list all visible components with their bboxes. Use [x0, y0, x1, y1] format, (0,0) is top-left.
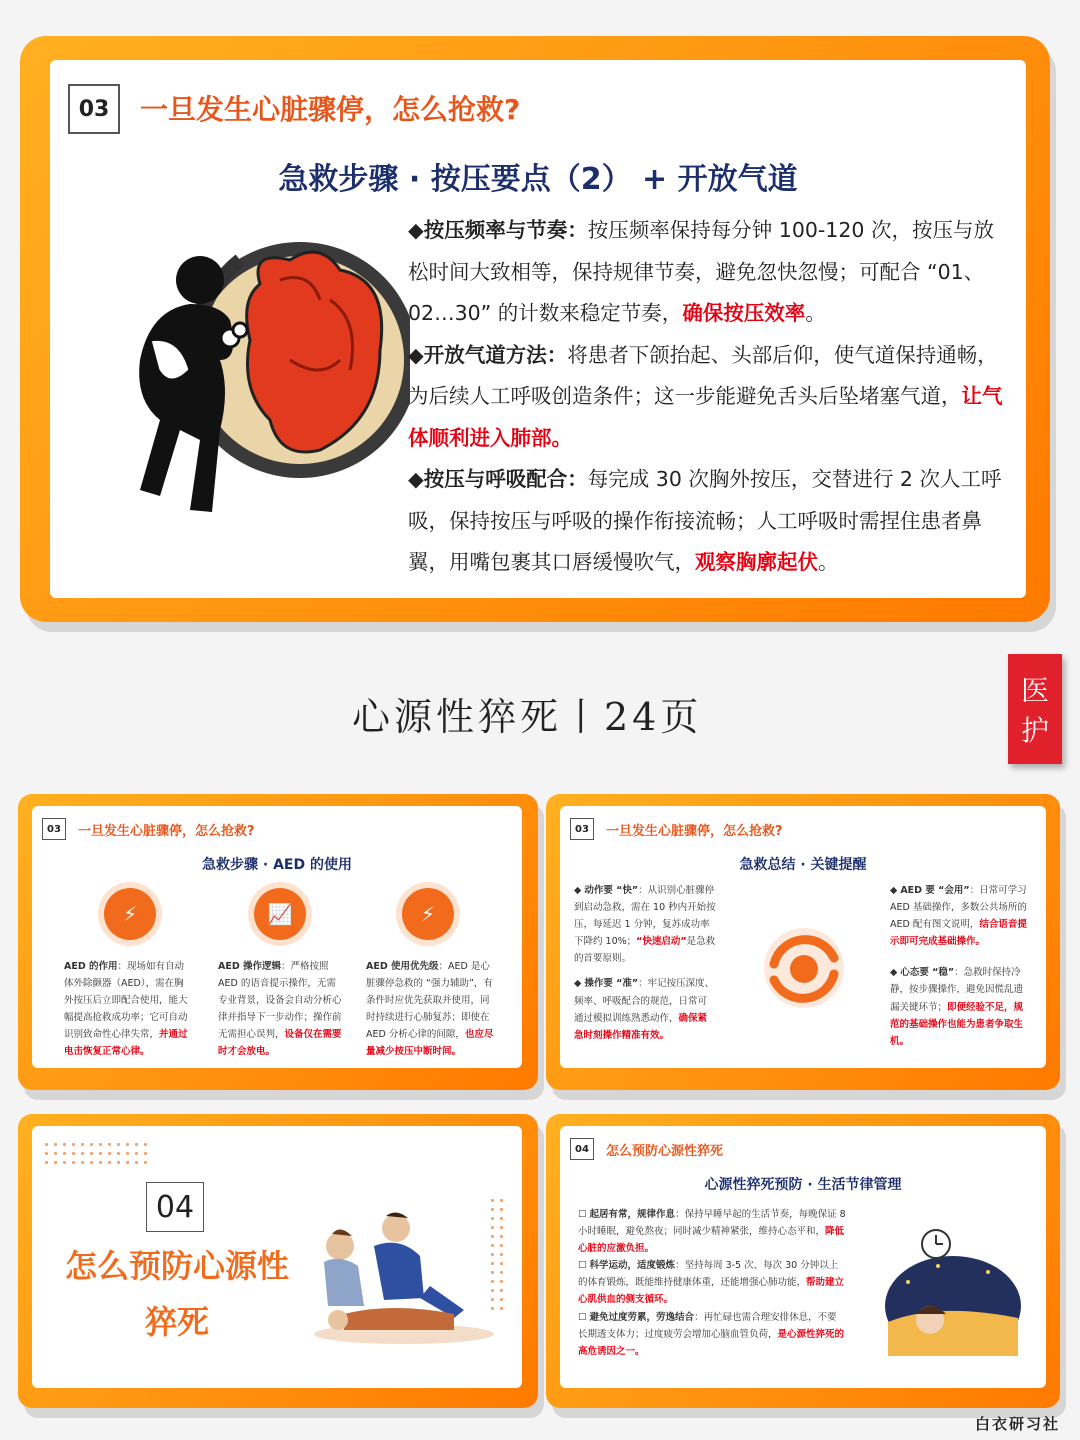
slide-title: 怎么预防心源性猝死	[606, 1144, 724, 1159]
slide-summary	[546, 794, 1060, 1090]
dot-pattern	[42, 1140, 152, 1166]
slide-subtitle: 心源性猝死预防 · 生活节律管理	[704, 1177, 902, 1193]
slide-subtitle: 急救步骤 · AED 的使用	[202, 857, 352, 873]
bullet-list	[408, 210, 1008, 584]
slide-subtitle: 急救步骤 · 按压要点（2） + 开放气道	[278, 162, 798, 197]
watermark: 白衣研习社	[974, 1415, 1060, 1433]
aed-device-icon: ⚡	[402, 888, 454, 940]
checkbox-icon: ☐	[578, 1260, 590, 1272]
slide-number: 03	[42, 818, 66, 840]
slide-number: 03	[570, 818, 594, 840]
summary-left	[574, 882, 716, 1044]
prevent-item: ☐ 起居有常，规律作息：保持早睡早起的生活节奏，每晚保证 8 小时睡眠，避免熬夜；同时减少精神紧张，维持心态平和，降低心脏的应激负担。	[578, 1209, 846, 1255]
slide-title: 一旦发生心脏骤停，怎么抢救?	[140, 93, 521, 126]
sync-icon	[754, 918, 854, 1018]
slide-prevent	[546, 1114, 1060, 1408]
aed-icon: ⚡	[104, 888, 156, 940]
aed-col-2: AED 操作逻辑：严格按照 AED 的语音提示操作，无需专业背景，设备会自动分析心律并指导下一步动作；操作前无需担心误判，设备仅在需要时才会放电。	[218, 961, 342, 1058]
aed-col-3: AED 使用优先级：AED 是心脏骤停急救的 “强力辅助”，有条件时应优先获取并使用，同时持续进行心肺复苏；即使在 AED 分析心律的间隙，也应尽量减少按压中断时间。	[366, 961, 494, 1058]
slide-cover	[18, 1114, 538, 1408]
summary-right	[890, 882, 1032, 1050]
slide-aed	[18, 794, 538, 1090]
summary-item: ◆ 操作要 “准”：牢记按压深度、频率、呼吸配合的规范，日常可通过模拟训练熟悉动作，确保紧急时刻操作精准有效。	[574, 978, 715, 1041]
checkbox-icon: ☐	[578, 1209, 590, 1220]
prevent-item: ☐ 避免过度劳累，劳逸结合：再忙碌也需合理安排休息，不要长期透支体力；过度疲劳会增加心脑血管负荷，是心源性猝死的高危诱因之一。	[578, 1311, 845, 1357]
banner-title: 心源性猝死丨24页	[352, 695, 703, 739]
bullet-item: ◆按压与呼吸配合：每完成 30 次胸外按压，交替进行 2 次人工呼吸，保持按压与呼吸的操作衔接流畅；人工呼吸时需捏住患者鼻翼，用嘴包裹其口唇缓慢吹气，观察胸廓起伏。	[408, 467, 1002, 574]
slide-title: 一旦发生心脏骤停，怎么抢救?	[606, 824, 783, 839]
bullet-diamond-icon: ◆	[408, 218, 424, 242]
chart-icon: 📈	[254, 888, 306, 940]
cover-title: 怎么预防心源性 猝死	[64, 1247, 289, 1341]
aed-col-1: AED 的作用：现场如有自动体外除颤器（AED），需在胸外按压后立即配合使用，能大幅提高抢救成功率；它可自动识别致命性心律失常，并通过电击恢复正常心律。	[64, 961, 188, 1058]
checkbox-icon: ☐	[578, 1311, 590, 1323]
category-tag: 医 护	[1008, 654, 1062, 764]
summary-item: ◆ 动作要 “快”：从识别心脏骤停到启动急救，需在 10 秒内开始按压，每延迟 1 分钟，复苏成功率下降约 10%；“快速启动”是急救的首要原则。	[574, 885, 716, 965]
summary-item: ◆ AED 要 “会用”：日常可学习 AED 基础操作，多数公共场所的 AED 配有图文说明，结合语音提示即可完成基础操作。	[890, 885, 1027, 948]
slide-number: 03	[68, 84, 120, 134]
bullet-item: ◆开放气道方法：将患者下颌抬起、头部后仰，使气道保持通畅，为后续人工呼吸创造条件；这一步能避免舌头后坠堵塞气道，让气体顺利进入肺部。	[408, 342, 1003, 450]
slide-subtitle: 急救总结 · 关键提醒	[739, 857, 867, 873]
cpr-illustration	[304, 1206, 494, 1356]
summary-item: ◆ 心态要 “稳”：急救时保持冷静，按步骤操作，避免因慌乱遗漏关键环节；即便经验不足，规范的基础操作也能为患者争取生机。	[890, 967, 1024, 1047]
bullet-diamond-icon: ◆	[408, 342, 424, 367]
slide-number: 04	[146, 1182, 204, 1232]
bullet-diamond-icon: ◆	[408, 467, 424, 491]
sleeping-illustration	[878, 1222, 1028, 1362]
slide-number: 04	[570, 1138, 594, 1160]
prevent-item: ☐ 科学运动，适度锻炼：坚持每周 3-5 次、每次 30 分钟以上的体育锻炼，既能维持健康体重，还能增强心肺功能，帮助建立心肌供血的侧支循环。	[578, 1260, 845, 1306]
prevent-list	[578, 1206, 846, 1360]
main-slide	[20, 36, 1050, 622]
heart-attack-illustration	[80, 240, 410, 530]
bullet-item: ◆按压频率与节奏：按压频率保持每分钟 100-120 次，按压与放松时间大致相等，保持规律节奏，避免忽快忽慢；可配合 “01、02…30” 的计数来稳定节奏，确保按压效率。	[408, 218, 994, 325]
slide-title: 一旦发生心脏骤停，怎么抢救?	[78, 824, 255, 839]
